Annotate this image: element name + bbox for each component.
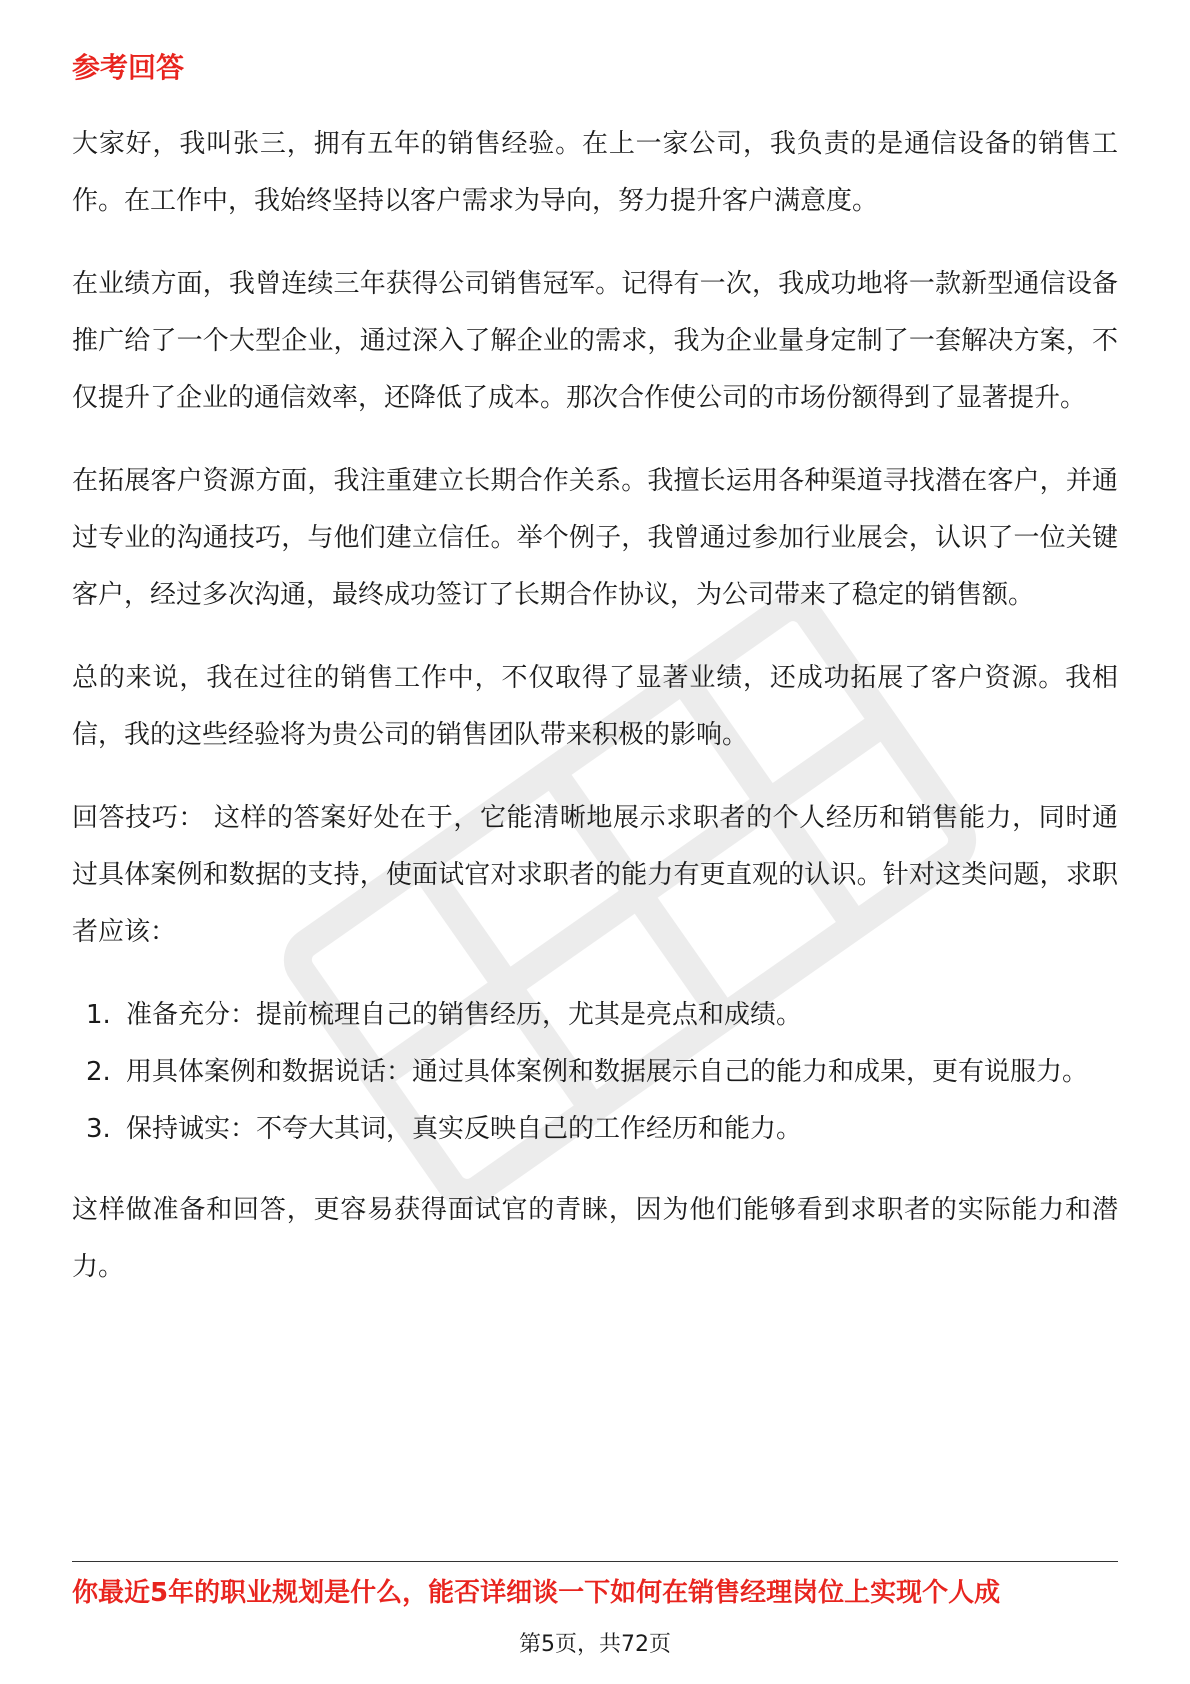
list-item-text: 保持诚实：不夸大其词，真实反映自己的工作经历和能力。 (126, 1114, 803, 1144)
next-question-heading: 你最近5年的职业规划是什么，能否详细谈一下如何在销售经理岗位上实现个人成 (72, 1578, 1001, 1608)
list-item (72, 987, 1118, 1044)
list-item (72, 1101, 1118, 1158)
list-item-number: 3. (86, 1114, 111, 1144)
answer-paragraph-summary: 总的来说，我在过往的销售工作中，不仅取得了显著业绩，还成功拓展了客户资源。我相信，我的这些经验将为贵公司的销售团队带来积极的影响。 (72, 663, 1118, 750)
answer-paragraph-performance: 在业绩方面，我曾连续三年获得公司销售冠军。记得有一次，我成功地将一款新型通信设备推广给了一个大型企业，通过深入了解企业的需求，我为企业量身定制了一套解决方案，不仅提升了企业的通信效率，还降低了成本。那次合作使公司的市场份额得到了显著提升。 (72, 269, 1118, 413)
list-item-number: 2. (86, 1057, 111, 1087)
list-item-text: 准备充分：提前梳理自己的销售经历，尤其是亮点和成绩。 (126, 1000, 803, 1030)
list-item-number: 1. (86, 1000, 111, 1030)
tips-list (72, 987, 1118, 1158)
answer-paragraph-clients: 在拓展客户资源方面，我注重建立长期合作关系。我擅长运用各种渠道寻找潜在客户，并通过专业的沟通技巧，与他们建立信任。举个例子，我曾通过参加行业展会，认识了一位关键客户，经过多次沟通，最终成功签订了长期合作协议，为公司带来了稳定的销售额。 (72, 466, 1118, 610)
divider (72, 1561, 1118, 1562)
answer-paragraph-intro: 大家好，我叫张三，拥有五年的销售经验。在上一家公司，我负责的是通信设备的销售工作。在工作中，我始终坚持以客户需求为导向，努力提升客户满意度。 (72, 129, 1118, 216)
page-number-footer: 第5页，共72页 (519, 1632, 671, 1657)
answer-tips-paragraph: 回答技巧： 这样的答案好处在于，它能清晰地展示求职者的个人经历和销售能力，同时通过具体案例和数据的支持，使面试官对求职者的能力有更直观的认识。针对这类问题，求职者应该： (72, 803, 1118, 947)
closing-paragraph: 这样做准备和回答，更容易获得面试官的青睐，因为他们能够看到求职者的实际能力和潜力。 (72, 1195, 1118, 1282)
section-title: 参考回答 (72, 51, 185, 84)
list-item (72, 1044, 1118, 1101)
list-item-text: 用具体案例和数据说话：通过具体案例和数据展示自己的能力和成果，更有说服力。 (126, 1057, 1089, 1087)
main-content (72, 48, 1118, 1322)
